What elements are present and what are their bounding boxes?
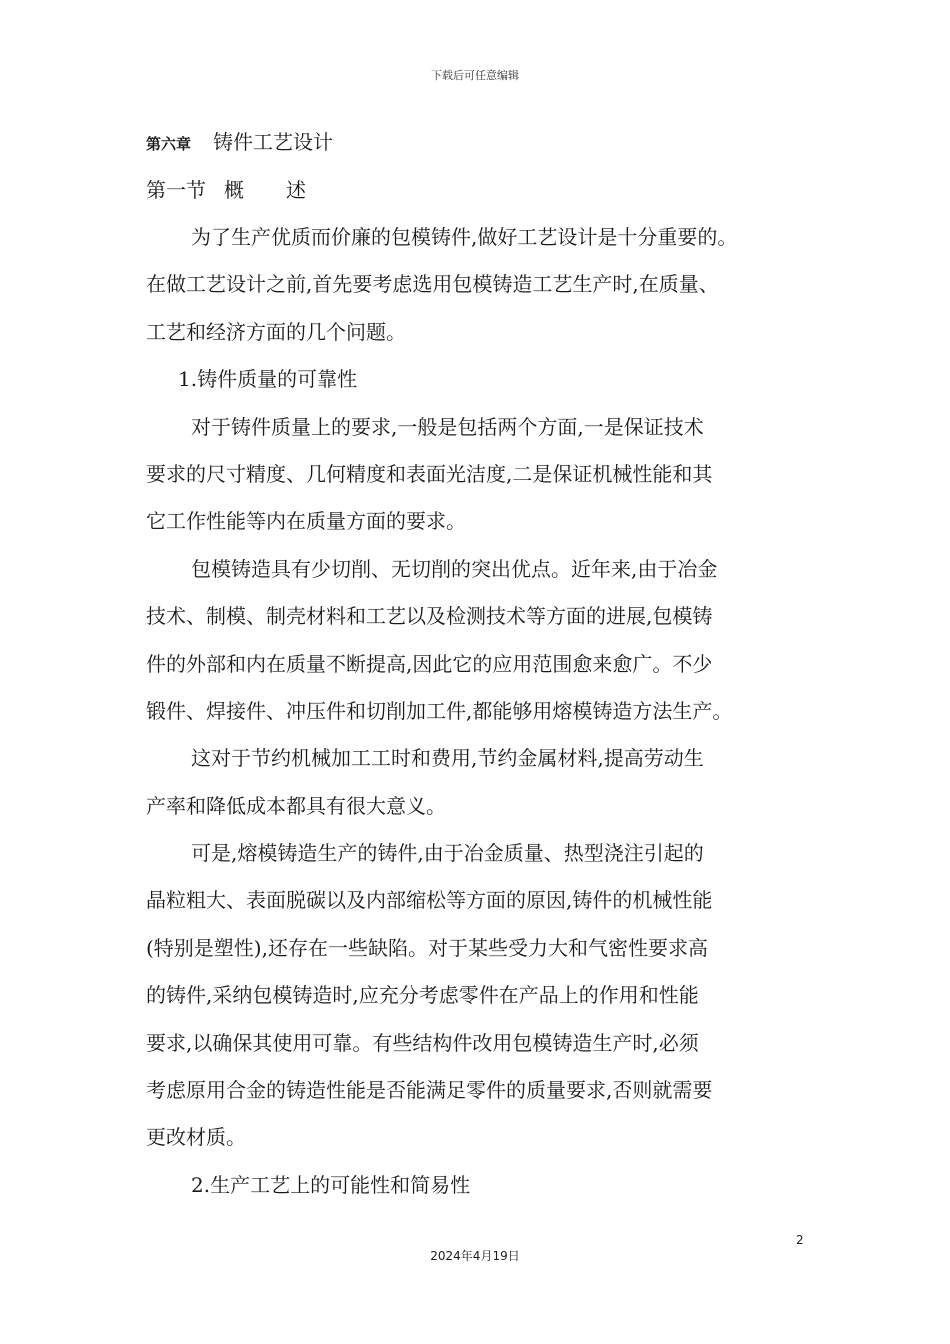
text-line: 产率和降低成本都具有很大意义。 [146, 793, 446, 818]
text-line: 在做工艺设计之前,首先要考虑选用包模铸造工艺生产时,在质量、 [146, 272, 719, 297]
text-line: 要求,以确保其使用可靠。有些结构件改用包模铸造生产时,必须 [146, 1030, 699, 1055]
footer-date: 2024年4月19日 [430, 1249, 520, 1263]
text-line: 考虑原用合金的铸造性能是否能满足零件的质量要求,否则就需要 [146, 1078, 713, 1103]
text-line: 对于铸件质量上的要求,一般是包括两个方面,一是保证技术 [191, 414, 704, 439]
text-line: (特别是塑性),还存在一些缺陷。对于某些受力大和气密性要求高 [146, 935, 708, 960]
text-line: 的铸件,采纳包模铸造时,应充分考虑零件在产品上的作用和性能 [146, 983, 699, 1008]
text-line: 件的外部和内在质量不断提高,因此它的应用范围愈来愈广。不少 [146, 651, 713, 676]
text-line: 这对于节约机械加工工时和费用,节约金属材料,提高劳动生 [191, 746, 704, 771]
text-line: 技术、制模、制壳材料和工艺以及检测技术等方面的进展,包模铸 [146, 604, 713, 629]
text-line: 更改材质。 [146, 1125, 246, 1150]
text-line: 锻件、焊接件、冲压件和切削加工件,都能够用熔模铸造方法生产。 [146, 698, 733, 723]
text-line: 晶粒粗大、表面脱碳以及内部缩松等方面的原因,铸件的机械性能 [146, 888, 713, 913]
list-item-heading: 2.生产工艺上的可能性和简易性 [191, 1172, 471, 1197]
text-line: 为了生产优质而价廉的包模铸件,做好工艺设计是十分重要的。 [191, 225, 738, 249]
body-text [146, 214, 826, 1209]
list-item-heading: 1.铸件质量的可靠性 [178, 367, 358, 392]
text-line: 它工作性能等内在质量方面的要求。 [146, 509, 466, 534]
chapter-number: 第六章 [146, 135, 192, 153]
section-number: 第一节 [146, 178, 206, 202]
section-title-part1: 概 [224, 178, 244, 202]
section-heading [146, 174, 306, 203]
page-header: 下载后可任意编辑 [431, 69, 519, 82]
chapter-heading [146, 126, 333, 155]
text-line: 可是,熔模铸造生产的铸件,由于冶金质量、热型浇注引起的 [191, 841, 704, 866]
text-line: 要求的尺寸精度、几何精度和表面光洁度,二是保证机械性能和其 [146, 461, 713, 486]
chapter-title: 铸件工艺设计 [213, 130, 334, 154]
text-line: 包模铸造具有少切削、无切削的突出优点。近年来,由于冶金 [191, 556, 718, 581]
page-number: 2 [796, 1233, 804, 1247]
text-line: 工艺和经济方面的几个问题。 [146, 319, 406, 344]
section-title-part2: 述 [286, 178, 306, 202]
